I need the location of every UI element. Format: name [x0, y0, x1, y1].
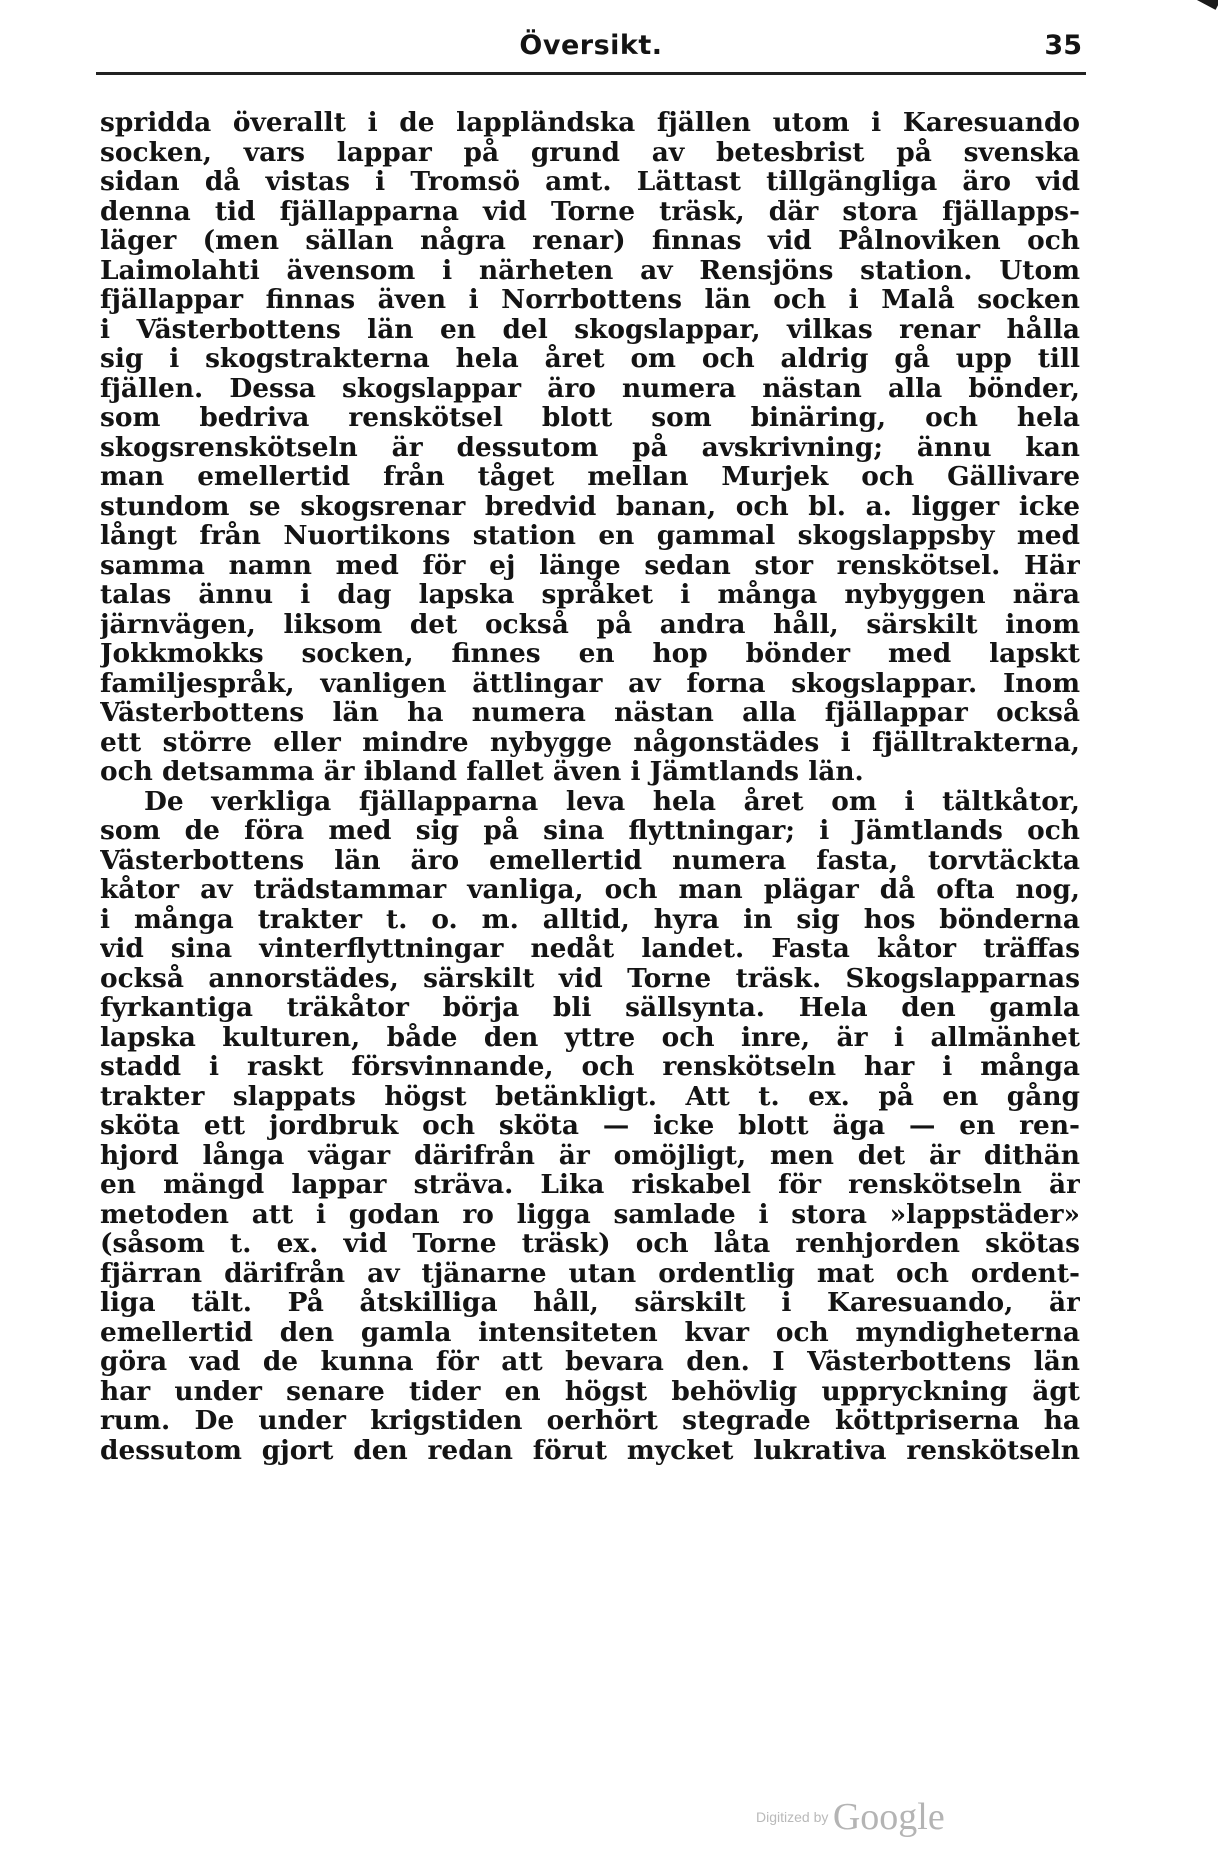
text-line: stundom se skogsrenar bredvid banan, och bl. a. ligger icke	[100, 491, 1080, 521]
page-number: 35	[1044, 30, 1082, 61]
text-line: Jokkmokks socken, finnes en hop bönder med lapskt	[100, 639, 1080, 669]
text-line: emellertid den gamla intensiteten kvar och myndigheterna	[100, 1317, 1080, 1347]
text-line: Laimolahti ävensom i närheten av Rensjöns station. Utom	[100, 255, 1080, 285]
digitized-watermark	[756, 1795, 945, 1839]
watermark-prefix: Digitized by	[756, 1809, 829, 1825]
page-header	[96, 22, 1086, 68]
text-line: fjällen. Dessa skogslappar äro numera nästan alla bönder,	[100, 373, 1080, 403]
text-line: hjord långa vägar därifrån är omöjligt, men det är dithän	[100, 1140, 1080, 1170]
text-line: järnvägen, liksom det också på andra håll, särskilt inom	[100, 609, 1080, 639]
text-line: dessutom gjort den redan förut mycket lukrativa renskötseln	[100, 1435, 1080, 1465]
text-line: lapska kulturen, både den yttre och inre, är i allmänhet	[100, 1022, 1080, 1052]
text-line: också annorstädes, särskilt vid Torne träsk. Skogslapparnas	[100, 963, 1080, 993]
text-line: samma namn med för ej länge sedan stor renskötsel. Här	[100, 550, 1080, 580]
text-line: trakter slappats högst betänkligt. Att t. ex. på en gång	[100, 1081, 1080, 1111]
text-line: ett större eller mindre nybygge någonstädes i fjälltrakterna,	[100, 727, 1080, 757]
text-line: stadd i raskt försvinnande, och renskötseln har i många	[100, 1052, 1080, 1082]
text-line: Västerbottens län äro emellertid numera fasta, torvtäckta	[100, 845, 1080, 875]
text-line: kåtor av trädstammar vanliga, och man plägar då ofta nog,	[100, 875, 1080, 905]
text-line: i Västerbottens län en del skogslappar, vilkas renar hålla	[100, 314, 1080, 344]
header-rule	[96, 72, 1086, 75]
text-line: talas ännu i dag lapska språket i många nybyggen nära	[100, 580, 1080, 610]
text-line: fjällappar finnas även i Norrbottens län och i Malå socken	[100, 285, 1080, 315]
text-line: som de föra med sig på sina flyttningar; i Jämtlands och	[100, 816, 1080, 846]
text-line: rum. De under krigstiden oerhört stegrade köttpriserna ha	[100, 1406, 1080, 1436]
text-line: fjärran därifrån av tjänarne utan ordentlig mat och ordent-	[100, 1258, 1080, 1288]
text-line: sidan då vistas i Tromsö amt. Lättast tillgängliga äro vid	[100, 167, 1080, 197]
text-line: vid sina vinterflyttningar nedåt landet. Fasta kåtor träffas	[100, 934, 1080, 964]
text-line: långt från Nuortikons station en gammal skogslappsby med	[100, 521, 1080, 551]
text-line: en mängd lappar sträva. Lika riskabel för renskötseln är	[100, 1170, 1080, 1200]
text-line: familjespråk, vanligen ättlingar av forna skogslappar. Inom	[100, 668, 1080, 698]
text-line: skogsrenskötseln är dessutom på avskrivning; ännu kan	[100, 432, 1080, 462]
google-logo: Google	[832, 1796, 945, 1838]
text-line: De verkliga fjällapparna leva hela året om i tältkåtor,	[144, 786, 1080, 816]
text-line: metoden att i godan ro ligga samlade i stora »lappstäder»	[100, 1199, 1080, 1229]
body-text	[100, 108, 1080, 1465]
text-line: och detsamma är ibland fallet även i Jämtlands län.	[100, 757, 864, 787]
running-title: Översikt.	[519, 30, 663, 61]
text-line: (såsom t. ex. vid Torne träsk) och låta renhjorden skötas	[100, 1229, 1080, 1259]
text-line: sköta ett jordbruk och sköta — icke blott äga — en ren-	[100, 1111, 1080, 1141]
text-line: liga tält. På åtskilliga håll, särskilt i Karesuando, är	[100, 1288, 1080, 1318]
scan-corner-mark	[1180, 0, 1218, 10]
text-line: läger (men sällan några renar) finnas vid Pålnoviken och	[100, 226, 1080, 256]
text-line: Västerbottens län ha numera nästan alla fjällappar också	[100, 698, 1080, 728]
text-line: sig i skogstrakterna hela året om och aldrig gå upp till	[100, 344, 1080, 374]
text-line: fyrkantiga träkåtor börja bli sällsynta. Hela den gamla	[100, 993, 1080, 1023]
text-line: denna tid fjällapparna vid Torne träsk, där stora fjällapps-	[100, 196, 1080, 226]
text-line: har under senare tider en högst behövlig uppryckning ägt	[100, 1376, 1080, 1406]
text-line: socken, vars lappar på grund av betesbrist på svenska	[100, 137, 1080, 167]
text-line: göra vad de kunna för att bevara den. I Västerbottens län	[100, 1347, 1080, 1377]
text-line: spridda överallt i de lappländska fjällen utom i Karesuando	[100, 108, 1080, 138]
text-line: i många trakter t. o. m. alltid, hyra in sig hos bönderna	[100, 904, 1080, 934]
text-line: man emellertid från tåget mellan Murjek och Gällivare	[100, 462, 1080, 492]
text-line: som bedriva renskötsel blott som binäring, och hela	[100, 403, 1080, 433]
